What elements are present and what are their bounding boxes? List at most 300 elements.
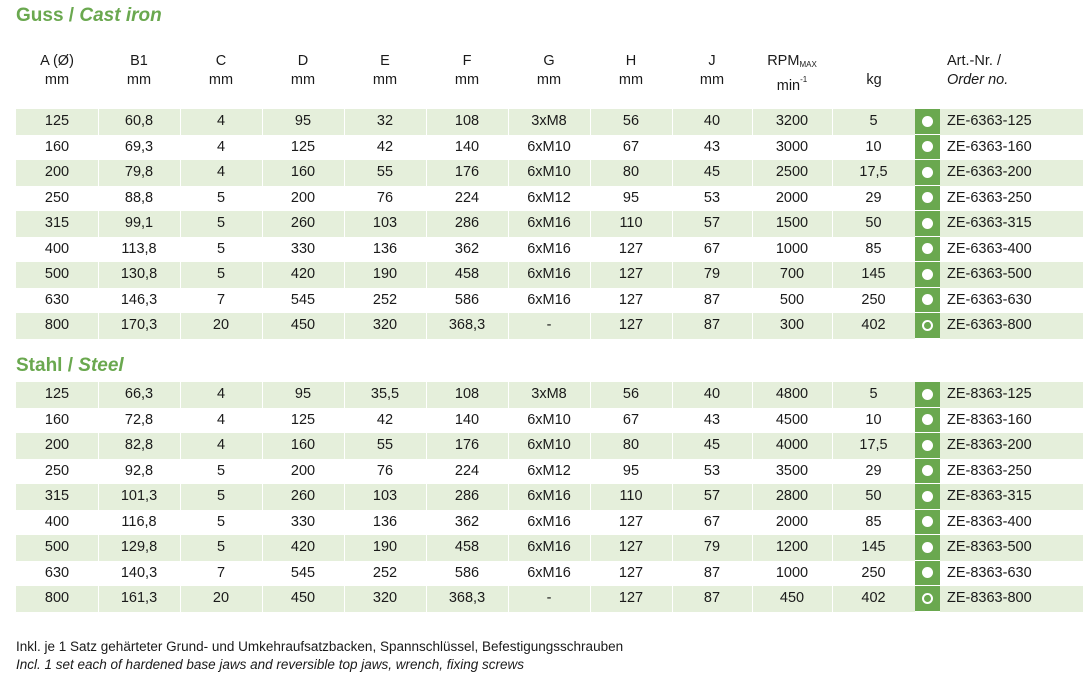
filled-circle-icon xyxy=(922,440,933,451)
cell-b1: 79,8 xyxy=(98,160,181,186)
cell-j: 40 xyxy=(672,382,753,408)
cell-b1: 140,3 xyxy=(98,561,181,587)
cell-j: 57 xyxy=(672,211,753,237)
footnote-en: Incl. 1 set each of hardened base jaws and reversible top jaws, wrench, fixing screws xyxy=(16,657,525,672)
cell-kg: 17,5 xyxy=(832,433,916,459)
cell-kg: 50 xyxy=(832,211,916,237)
table-row xyxy=(16,211,1083,237)
cell-h: 80 xyxy=(590,433,673,459)
filled-circle-icon xyxy=(922,218,933,229)
filled-circle-icon xyxy=(922,414,933,425)
table-row xyxy=(16,586,1083,612)
cell-g: 6xM16 xyxy=(508,510,591,536)
cell-rpm: 700 xyxy=(752,262,833,288)
filled-circle-icon xyxy=(922,567,933,578)
cell-f: 108 xyxy=(426,109,509,135)
cell-e: 76 xyxy=(344,459,427,485)
cell-c: 4 xyxy=(180,433,263,459)
cell-j: 67 xyxy=(672,237,753,263)
cell-j: 87 xyxy=(672,288,753,314)
cell-g: 6xM10 xyxy=(508,433,591,459)
cell-d: 420 xyxy=(262,262,345,288)
cell-f: 286 xyxy=(426,484,509,510)
cell-c: 4 xyxy=(180,382,263,408)
table-row xyxy=(16,484,1083,510)
cell-rpm: 1000 xyxy=(752,237,833,263)
cell-b1: 82,8 xyxy=(98,433,181,459)
table-row xyxy=(16,109,1083,135)
filled-circle-icon xyxy=(922,243,933,254)
cell-f: 368,3 xyxy=(426,313,509,339)
cell-kg: 85 xyxy=(832,510,916,536)
col-header-label: H xyxy=(625,53,637,69)
cell-a: 125 xyxy=(16,109,99,135)
cell-g: - xyxy=(508,313,591,339)
table-row xyxy=(16,186,1083,212)
cell-g: - xyxy=(508,586,591,612)
cell-b1: 161,3 xyxy=(98,586,181,612)
cell-rpm: 3500 xyxy=(752,459,833,485)
cell-a: 500 xyxy=(16,535,99,561)
col-header-unit: mm xyxy=(536,72,562,88)
cell-g: 6xM16 xyxy=(508,211,591,237)
cell-h: 127 xyxy=(590,586,673,612)
cell-g: 6xM16 xyxy=(508,288,591,314)
cell-f: 458 xyxy=(426,262,509,288)
cell-order-no: ZE-8363-200 xyxy=(947,437,1032,453)
cell-b1: 60,8 xyxy=(98,109,181,135)
cell-f: 368,3 xyxy=(426,586,509,612)
cell-e: 136 xyxy=(344,510,427,536)
cell-b1: 170,3 xyxy=(98,313,181,339)
filled-circle-icon xyxy=(922,516,933,527)
cell-rpm: 4800 xyxy=(752,382,833,408)
cell-rpm: 2000 xyxy=(752,186,833,212)
cell-rpm: 4000 xyxy=(752,433,833,459)
cell-e: 42 xyxy=(344,408,427,434)
cell-e: 190 xyxy=(344,262,427,288)
availability-cell xyxy=(915,211,940,237)
cell-b1: 66,3 xyxy=(98,382,181,408)
cell-rpm: 1000 xyxy=(752,561,833,587)
cell-rpm: 2000 xyxy=(752,510,833,536)
col-header-unit: mm xyxy=(699,72,725,88)
cell-c: 5 xyxy=(180,459,263,485)
cell-d: 160 xyxy=(262,433,345,459)
cell-h: 127 xyxy=(590,262,673,288)
col-header-label: F xyxy=(462,53,472,69)
cell-rpm: 300 xyxy=(752,313,833,339)
table-cast-iron xyxy=(16,109,1083,339)
cell-order-no: ZE-6363-500 xyxy=(947,266,1032,282)
cell-kg: 85 xyxy=(832,237,916,263)
cell-f: 176 xyxy=(426,160,509,186)
cell-kg: 29 xyxy=(832,186,916,212)
cell-rpm: 2500 xyxy=(752,160,833,186)
rpm-max-subscript: MAX xyxy=(799,60,817,69)
cell-c: 4 xyxy=(180,135,263,161)
cell-h: 127 xyxy=(590,313,673,339)
cell-c: 5 xyxy=(180,484,263,510)
table-row xyxy=(16,313,1083,339)
cell-order-no: ZE-6363-800 xyxy=(947,317,1032,333)
table-row xyxy=(16,561,1083,587)
table-row xyxy=(16,408,1083,434)
cell-order-no: ZE-8363-125 xyxy=(947,386,1032,402)
cell-f: 362 xyxy=(426,237,509,263)
cell-rpm: 1500 xyxy=(752,211,833,237)
cell-h: 80 xyxy=(590,160,673,186)
cell-g: 3xM8 xyxy=(508,382,591,408)
cell-e: 76 xyxy=(344,186,427,212)
cell-order-no: ZE-6363-315 xyxy=(947,215,1032,231)
col-header-g xyxy=(508,52,590,90)
cell-kg: 5 xyxy=(832,382,916,408)
cell-order-no: ZE-6363-630 xyxy=(947,291,1032,308)
cell-b1: 92,8 xyxy=(98,459,181,485)
availability-cell xyxy=(915,433,940,459)
cell-h: 127 xyxy=(590,535,673,561)
cell-c: 4 xyxy=(180,408,263,434)
cell-order-no: ZE-8363-160 xyxy=(947,411,1032,428)
cell-j: 67 xyxy=(672,510,753,536)
cell-b1: 130,8 xyxy=(98,262,181,288)
availability-cell xyxy=(915,237,940,263)
cell-a: 400 xyxy=(16,237,99,263)
col-header-j xyxy=(672,52,752,90)
col-header-label: J xyxy=(708,53,716,69)
cell-e: 136 xyxy=(344,237,427,263)
cell-f: 458 xyxy=(426,535,509,561)
col-header-unit: mm xyxy=(454,72,480,88)
cell-c: 4 xyxy=(180,160,263,186)
cell-e: 252 xyxy=(344,288,427,314)
footnote-de: Inkl. je 1 Satz gehärteter Grund- und Umkehraufsatzbacken, Spannschlüssel, Befestigungsschrauben xyxy=(16,639,624,654)
table-row xyxy=(16,433,1083,459)
cell-d: 330 xyxy=(262,510,345,536)
col-header-h xyxy=(590,52,672,90)
cell-b1: 129,8 xyxy=(98,535,181,561)
cell-rpm: 3000 xyxy=(752,135,833,161)
cell-kg: 10 xyxy=(832,135,916,161)
col-header-a xyxy=(16,52,98,90)
cell-order-no: ZE-6363-400 xyxy=(947,240,1032,257)
cell-a: 630 xyxy=(16,561,99,587)
cell-order-no: ZE-6363-160 xyxy=(947,138,1032,155)
filled-circle-icon xyxy=(922,269,933,280)
filled-circle-icon xyxy=(922,294,933,305)
cell-c: 5 xyxy=(180,237,263,263)
cell-g: 6xM16 xyxy=(508,484,591,510)
cell-g: 6xM12 xyxy=(508,459,591,485)
cell-c: 5 xyxy=(180,535,263,561)
availability-cell xyxy=(915,484,940,510)
cell-kg: 402 xyxy=(832,313,916,339)
cell-d: 545 xyxy=(262,288,345,314)
cell-b1: 113,8 xyxy=(98,237,181,263)
section-title-de: Guss xyxy=(16,5,64,26)
table-row xyxy=(16,237,1083,263)
cell-kg: 145 xyxy=(832,535,916,561)
cell-d: 420 xyxy=(262,535,345,561)
cell-kg: 250 xyxy=(832,288,916,314)
cell-f: 362 xyxy=(426,510,509,536)
availability-cell xyxy=(915,186,940,212)
col-header-label: G xyxy=(543,53,555,69)
table-row xyxy=(16,510,1083,536)
cell-e: 35,5 xyxy=(344,382,427,408)
cell-c: 5 xyxy=(180,211,263,237)
cell-c: 5 xyxy=(180,510,263,536)
col-header-label: Art.-Nr. / xyxy=(947,53,1001,69)
col-header-unit: mm xyxy=(208,72,234,88)
cell-kg: 10 xyxy=(832,408,916,434)
col-header-label: C xyxy=(215,53,227,69)
cell-j: 45 xyxy=(672,433,753,459)
section-title-separator: / xyxy=(63,5,80,26)
cell-f: 140 xyxy=(426,408,509,434)
cell-g: 6xM16 xyxy=(508,237,591,263)
col-header-label xyxy=(832,52,916,71)
cell-f: 224 xyxy=(426,186,509,212)
availability-cell xyxy=(915,382,940,408)
cell-j: 43 xyxy=(672,135,753,161)
cell-d: 125 xyxy=(262,135,345,161)
cell-b1: 146,3 xyxy=(98,288,181,314)
cell-order-no: ZE-6363-125 xyxy=(947,113,1032,129)
table-row xyxy=(16,288,1083,314)
cell-h: 127 xyxy=(590,288,673,314)
cell-a: 500 xyxy=(16,262,99,288)
cell-h: 127 xyxy=(590,237,673,263)
section-title-en: Steel xyxy=(78,355,124,376)
cell-j: 40 xyxy=(672,109,753,135)
cell-a: 250 xyxy=(16,186,99,212)
cell-j: 57 xyxy=(672,484,753,510)
availability-cell xyxy=(915,313,940,339)
cell-j: 53 xyxy=(672,459,753,485)
cell-d: 95 xyxy=(262,109,345,135)
rpm-unit: min xyxy=(776,77,801,94)
cell-j: 45 xyxy=(672,160,753,186)
cell-d: 260 xyxy=(262,211,345,237)
table-row xyxy=(16,459,1083,485)
cell-h: 67 xyxy=(590,135,673,161)
cell-e: 103 xyxy=(344,211,427,237)
column-header-row xyxy=(0,52,1083,96)
cell-h: 127 xyxy=(590,510,673,536)
filled-circle-icon xyxy=(922,192,933,203)
cell-g: 6xM16 xyxy=(508,535,591,561)
availability-cell xyxy=(915,459,940,485)
cell-e: 103 xyxy=(344,484,427,510)
cell-e: 320 xyxy=(344,586,427,612)
cell-order-no: ZE-6363-250 xyxy=(947,189,1032,206)
col-header-rpm xyxy=(752,52,832,96)
cell-c: 5 xyxy=(180,262,263,288)
cell-j: 53 xyxy=(672,186,753,212)
col-header-e xyxy=(344,52,426,90)
col-header-label: B1 xyxy=(130,53,148,69)
cell-rpm: 1200 xyxy=(752,535,833,561)
cell-a: 630 xyxy=(16,288,99,314)
col-header-c xyxy=(180,52,262,90)
col-header-unit: kg xyxy=(866,72,882,88)
cell-f: 224 xyxy=(426,459,509,485)
cell-kg: 250 xyxy=(832,561,916,587)
cell-kg: 50 xyxy=(832,484,916,510)
cell-b1: 116,8 xyxy=(98,510,181,536)
cell-h: 95 xyxy=(590,459,673,485)
cell-a: 200 xyxy=(16,433,99,459)
cell-j: 87 xyxy=(672,313,753,339)
filled-circle-icon xyxy=(922,465,933,476)
cell-c: 7 xyxy=(180,288,263,314)
cell-h: 110 xyxy=(590,484,673,510)
col-header-label: A (Ø) xyxy=(40,53,74,69)
cell-order-no: ZE-8363-400 xyxy=(947,513,1032,530)
cell-f: 108 xyxy=(426,382,509,408)
col-header-unit: mm xyxy=(290,72,316,88)
cell-order-no: ZE-8363-800 xyxy=(947,590,1032,606)
cell-a: 315 xyxy=(16,211,99,237)
filled-circle-icon xyxy=(922,167,933,178)
cell-kg: 402 xyxy=(832,586,916,612)
section-title-separator: / xyxy=(62,355,79,376)
section-title-steel xyxy=(16,355,124,377)
availability-cell xyxy=(915,288,940,314)
cell-j: 87 xyxy=(672,586,753,612)
cell-d: 330 xyxy=(262,237,345,263)
filled-circle-icon xyxy=(922,542,933,553)
cell-j: 79 xyxy=(672,262,753,288)
rpm-label: RPM xyxy=(767,53,800,69)
cell-b1: 69,3 xyxy=(98,135,181,161)
cell-a: 800 xyxy=(16,313,99,339)
table-row xyxy=(16,135,1083,161)
cell-e: 252 xyxy=(344,561,427,587)
availability-cell xyxy=(915,561,940,587)
col-header-unit: mm xyxy=(44,72,70,88)
cell-rpm: 500 xyxy=(752,288,833,314)
col-header-unit: mm xyxy=(618,72,644,88)
cell-e: 55 xyxy=(344,160,427,186)
cell-c: 4 xyxy=(180,109,263,135)
col-header-kg xyxy=(832,52,916,90)
ring-circle-icon xyxy=(922,593,933,604)
cell-a: 125 xyxy=(16,382,99,408)
section-title-cast-iron xyxy=(16,5,162,27)
cell-d: 200 xyxy=(262,186,345,212)
cell-d: 260 xyxy=(262,484,345,510)
cell-d: 95 xyxy=(262,382,345,408)
availability-cell xyxy=(915,586,940,612)
cell-e: 320 xyxy=(344,313,427,339)
table-row xyxy=(16,160,1083,186)
filled-circle-icon xyxy=(922,141,933,152)
cell-kg: 5 xyxy=(832,109,916,135)
section-title-de: Stahl xyxy=(16,355,63,376)
col-header-f xyxy=(426,52,508,90)
cell-a: 250 xyxy=(16,459,99,485)
col-header-unit xyxy=(752,72,832,96)
col-header-unit: mm xyxy=(372,72,398,88)
cell-g: 6xM16 xyxy=(508,262,591,288)
cell-g: 6xM16 xyxy=(508,561,591,587)
cell-b1: 72,8 xyxy=(98,408,181,434)
col-header-label xyxy=(752,52,832,72)
cell-rpm: 4500 xyxy=(752,408,833,434)
cell-a: 400 xyxy=(16,510,99,536)
cell-h: 56 xyxy=(590,382,673,408)
col-header-label-en: Order no. xyxy=(947,72,1009,88)
cell-order-no: ZE-8363-630 xyxy=(947,564,1032,581)
table-row xyxy=(16,262,1083,288)
cell-c: 20 xyxy=(180,586,263,612)
table-row xyxy=(16,382,1083,408)
cell-f: 586 xyxy=(426,561,509,587)
col-header-order-no xyxy=(947,52,1077,90)
filled-circle-icon xyxy=(922,389,933,400)
cell-b1: 88,8 xyxy=(98,186,181,212)
cell-e: 55 xyxy=(344,433,427,459)
cell-c: 20 xyxy=(180,313,263,339)
col-header-d xyxy=(262,52,344,90)
availability-cell xyxy=(915,135,940,161)
cell-g: 6xM10 xyxy=(508,135,591,161)
cell-h: 56 xyxy=(590,109,673,135)
cell-g: 6xM10 xyxy=(508,160,591,186)
cell-g: 6xM10 xyxy=(508,408,591,434)
cell-g: 6xM12 xyxy=(508,186,591,212)
cell-j: 79 xyxy=(672,535,753,561)
availability-cell xyxy=(915,535,940,561)
cell-a: 315 xyxy=(16,484,99,510)
cell-h: 67 xyxy=(590,408,673,434)
cell-j: 43 xyxy=(672,408,753,434)
cell-rpm: 3200 xyxy=(752,109,833,135)
cell-j: 87 xyxy=(672,561,753,587)
cell-d: 450 xyxy=(262,313,345,339)
availability-cell xyxy=(915,510,940,536)
cell-order-no: ZE-8363-250 xyxy=(947,462,1032,479)
cell-f: 140 xyxy=(426,135,509,161)
cell-order-no: ZE-6363-200 xyxy=(947,164,1032,180)
cell-h: 110 xyxy=(590,211,673,237)
cell-d: 545 xyxy=(262,561,345,587)
cell-g: 3xM8 xyxy=(508,109,591,135)
cell-kg: 17,5 xyxy=(832,160,916,186)
cell-f: 586 xyxy=(426,288,509,314)
cell-rpm: 2800 xyxy=(752,484,833,510)
cell-a: 160 xyxy=(16,135,99,161)
cell-c: 5 xyxy=(180,186,263,212)
availability-cell xyxy=(915,160,940,186)
cell-h: 127 xyxy=(590,561,673,587)
cell-d: 125 xyxy=(262,408,345,434)
cell-order-no: ZE-8363-315 xyxy=(947,488,1032,504)
cell-order-no: ZE-8363-500 xyxy=(947,539,1032,555)
cell-kg: 145 xyxy=(832,262,916,288)
col-header-b1 xyxy=(98,52,180,90)
cell-e: 32 xyxy=(344,109,427,135)
cell-a: 200 xyxy=(16,160,99,186)
availability-cell xyxy=(915,262,940,288)
cell-f: 176 xyxy=(426,433,509,459)
availability-cell xyxy=(915,109,940,135)
cell-a: 160 xyxy=(16,408,99,434)
cell-c: 7 xyxy=(180,561,263,587)
